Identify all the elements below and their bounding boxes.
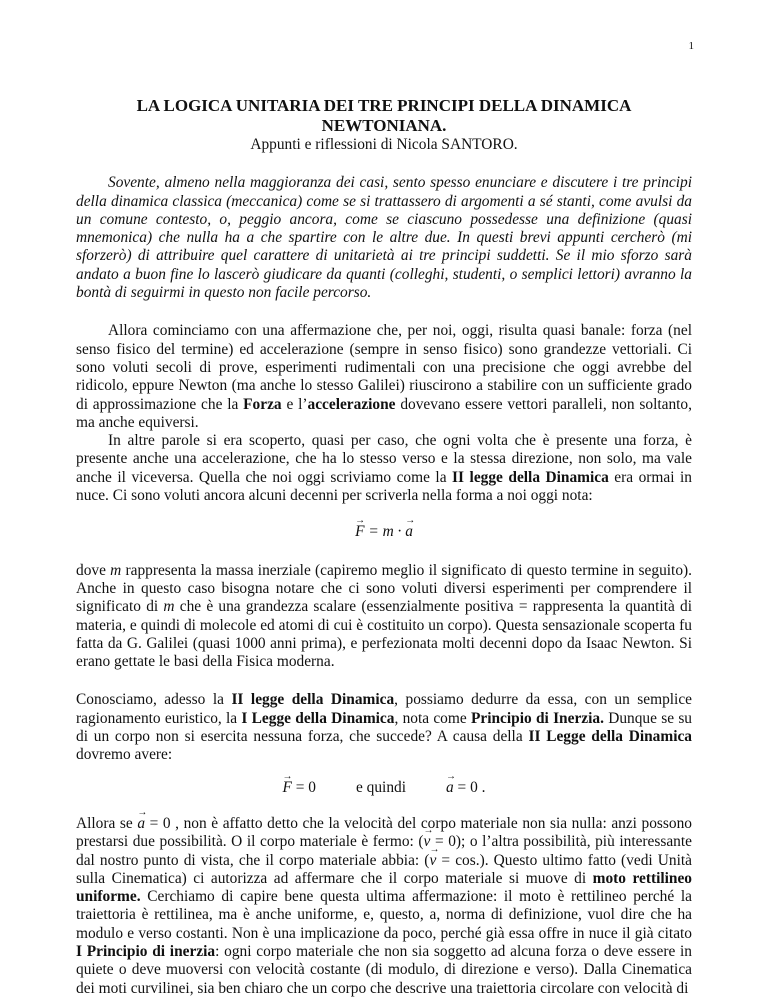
bold-term: moto rettilineo uniforme. — [76, 869, 693, 906]
paragraph-inertia: Allora se → a = 0 , non è affatto detto che la velocità del corpo materiale non sia nulla: anzi possono prestarsi due possibilità. O il corpo materiale è fermo: (→ v = 0); o l’altra possibilità, più interessante dal nostro punto di vista, che il corpo materiale abbia: (→ v = cos.). Questo ultimo fatto (vedi Unità sulla Cinematica) ci autorizza ad affermare che il corpo materiale si muove di moto rettilineo uniforme. Cerchiamo di capire bene questa ultima affermazione: il moto è rettilineo perché la traiettoria è rettilinea, ma è anche uniforme, e, questo, a, norma di definizione, vuol dire che ha modulo e verso costanti. Non è una implicazione da poco, perché già essa offre in nuce il già citato I Principio di inerzia: ogni corpo materiale che non sia soggetto ad alcuna forza o deve essere in quiete o deve muoversi con velocità costante (di modulo, di direzione e verso). Dalla Cinematica dei moti curvilinei, sia ben chiaro che un corpo che descrive una traiettoria circolare con velocità di — [76, 815, 692, 998]
vector-v: → v — [429, 852, 436, 870]
intro-paragraph: Sovente, almeno nella maggioranza dei casi, sento spesso enunciare e discutere i tre principi della dinamica classica (meccanica) come se si trattassero di argomenti a sé stanti, come avulsi da un comune contesto, o, peggio ancora, come se ciascuno possedesse una definizione (quasi mnemonica) che nulla ha a che spartire con le altre due. In questi brevi appunti cercherò (mi sforzerò) di attribuire quel carattere di unitarietà ai tre principi suddetti. Se il mio sforzo sarà andato a buon fine lo lascerò giudicare da quanti (colleghi, studenti, o semplici lettori) avranno la bontà di seguirmi in questo non facile percorso. — [76, 174, 692, 302]
paragraph-mass: dove m rappresenta la massa inerziale (capiremo meglio il significato di questo termine in seguito). Anche in questo caso bisogna notare che ci sono voluti diversi esperimenti per comprendere il significato di m che è una grandezza scalare (essenzialmente positiva = rappresenta la quantità di materia, e quindi di molecole ed atomi di cui è costituito un corpo). Questa sensazionale scoperta fu fatta da G. Galilei (quasi 1000 anni prima), e perfezionata molti decenni dopo da Isaac Newton. Si erano gettate le basi della Fisica moderna. — [76, 561, 692, 671]
vector-a: → a — [137, 815, 145, 833]
vector-F: → F — [283, 779, 292, 797]
paragraph-second-law-intro: In altre parole si era scoperto, quasi per caso, che ogni volta che è presente una forza, è presente anche una accelerazione, che ha lo stesso verso e la stessa direzione, non solo, ma vale anche il viceversa. Quella che noi oggi scriviamo come la II legge della Dinamica era ormai in nuce. Ci sono voluti ancora alcuni decenni per scriverla nella forma a noi oggi nota: — [76, 432, 692, 505]
vector-a: → a — [405, 523, 413, 541]
vector-F: → F — [355, 523, 364, 541]
bold-term: I Legge della Dinamica — [241, 709, 395, 727]
bold-term: II legge della Dinamica — [452, 468, 609, 486]
paragraph-vectors: Allora cominciamo con una affermazione che, per noi, oggi, risulta quasi banale: forza (nel senso fisico del termine) ed accelerazione (sempre in senso fisico) sono grandezze vettoriali. Ci sono voluti secoli di prove, esperimenti rudimentali con una precisione che oggi avrebbe del ridicolo, eppure Newton (ma anche lo stesso Galilei) riuscirono a stabilire con un sufficiente grado di approssimazione che la Forza e l’accelerazione dovevano essere vettori paralleli, non soltanto, ma anche equiversi. — [76, 322, 692, 431]
document-title: LA LOGICA UNITARIA DEI TRE PRINCIPI DELLA DINAMICA NEWTONIANA. — [136, 96, 632, 135]
bold-term: Forza — [243, 395, 282, 413]
formula-zero-force: → F = 0 e quindi→ a = 0 . — [76, 779, 692, 797]
page-number: 1 — [688, 40, 694, 52]
bold-term: II Legge della Dinamica — [528, 728, 692, 746]
bold-term: I Principio di inerzia — [76, 942, 216, 960]
document-body — [76, 96, 692, 998]
vector-v: → v — [424, 833, 431, 851]
bold-term: II legge della Dinamica — [231, 691, 395, 709]
bold-term: accelerazione — [307, 395, 396, 413]
formula-second-law: → F = m · → a — [76, 523, 692, 541]
bold-term: Principio di Inerzia. — [470, 709, 604, 727]
paragraph-first-law: Conosciamo, adesso la II legge della Dinamica, possiamo dedurre da essa, con un semplice ragionamento euristico, la I Legge della Dinamica, nota come Principio di Inerzia. Dunque se su di un corpo non si esercita nessuna forza, che succede? A causa della II Legge della Dinamica dovremo avere: — [76, 691, 692, 764]
vector-a: → a — [446, 779, 454, 797]
document-subtitle: Appunti e riflessioni di Nicola SANTORO. — [250, 136, 518, 153]
